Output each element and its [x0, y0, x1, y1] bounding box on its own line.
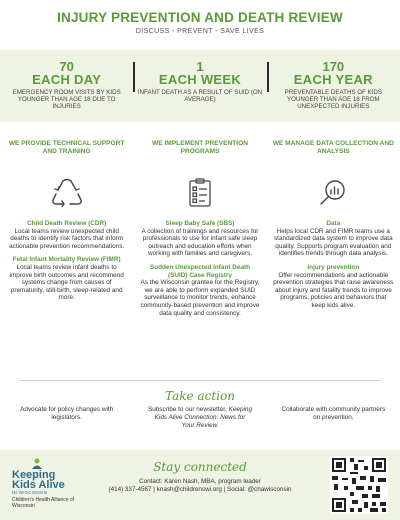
checklist-icon [139, 174, 260, 212]
stat-description: PREVENTABLE DEATHS OF KIDS YOUNGER THAN AGE 18 FROM UNEXPECTED INJURIES [284, 89, 383, 111]
footer [0, 450, 400, 520]
take-action-title: Take action [165, 389, 235, 403]
action-item: Advocate for policy changes with legislators. [20, 406, 114, 421]
section-title: Injury prevention [307, 263, 360, 271]
recycle-triangle-icon [6, 174, 127, 212]
stats-band [0, 50, 400, 122]
section-title: Sleep Baby Safe (SBS) [165, 220, 235, 227]
section-title: Sudden Unexpected Infant Death (SUID) Case Registry [149, 263, 251, 279]
stat-number: 170 [322, 59, 345, 74]
page-subtitle: DISCUSS - PREVENT - SAVE LIVES [135, 28, 265, 35]
column-technical-support [0, 140, 133, 317]
action-item-newsletter[interactable] [133, 406, 266, 429]
section-body: Local teams review unexpected child deaths to identify risk factors that inform actionable prevention recommendations. [9, 227, 125, 250]
take-action-heading [0, 387, 400, 405]
contact-name: Contact: Karen Nash, MBA, program leader [139, 478, 261, 485]
stat-number: 1 [196, 59, 204, 74]
take-action-list [0, 406, 400, 429]
stat-description: INFANT DEATH AS A RESULT OF SUID (ON AVERAGE) [137, 89, 263, 104]
action-text: Subscribe to our newsletter, [147, 406, 229, 413]
action-item: Collaborate with community partners on prevention. [281, 406, 386, 421]
stat-each-year [267, 50, 400, 111]
column-heading: WE IMPLEMENT PREVENTION PROGRAMS [152, 140, 248, 155]
logo-organization: Children's Health Alliance of Wisconsin [12, 497, 75, 509]
keeping-kids-alive-logo [12, 458, 92, 509]
header [0, 0, 400, 35]
contact-info [100, 478, 300, 494]
section-title: Child Death Review (CDR) [27, 220, 107, 227]
divider [18, 380, 382, 381]
stay-connected-title: Stay connected [153, 460, 247, 474]
section-body: Offer recommendations and actionable prevention strategies that raise awareness about injury and fatality trends to improve programs, policies and behaviors that keep kids alive. [273, 271, 394, 309]
section-body: A collection of trainings and resources for professionals to use for infant safe sleep outreach and education efforts when working with families and caregivers. [141, 227, 259, 258]
column-prevention-programs [133, 140, 266, 317]
contact-details[interactable]: (414) 337-4567 | knash@childrenswi.org | Social: @chawisconsin [108, 486, 292, 493]
logo-subtitle: IN WISCONSIN [12, 490, 48, 495]
logo-line-2: Kids Alive [12, 479, 65, 491]
section-title: Fetal Infant Mortality Review (FIMR) [12, 256, 121, 264]
qr-code-icon[interactable] [330, 456, 388, 514]
column-heading: WE PROVIDE TECHNICAL SUPPORT AND TRAINING [8, 140, 125, 155]
newsletter-name: Keeping Kids Alive Connection: News for Your Review. [154, 406, 253, 429]
stat-description: EMERGENCY ROOM VISITS BY KIDS YOUNGER THAN AGE 18 DUE TO INJURIES [12, 89, 121, 111]
stat-each-day [0, 50, 133, 111]
stay-connected-heading [100, 458, 300, 476]
logo-line-1: Keeping [12, 469, 56, 481]
column-data-analysis [267, 140, 400, 317]
program-columns [0, 140, 400, 317]
section-body: Local teams review infant deaths to improve birth outcomes and recommend systems change from causes of prematurity, still-birth, sleep-related and more. [9, 263, 124, 302]
section-body: Helps local CDR and FIMR teams use a standardized data system to improve data quality. Supports program evaluation and identifies trends through data analysis. [273, 227, 393, 258]
stat-each-week [133, 50, 266, 103]
section-body: As the Wisconsin grantee for the Registry, we are able to perform expanded SUID surveillance to monitor trends, enhance community-based prevention and improve data quality and consistency. [140, 279, 260, 317]
magnifier-chart-icon [273, 174, 394, 212]
stat-unit: EACH DAY [32, 72, 102, 87]
section-title: Data [326, 220, 341, 227]
stat-unit: EACH YEAR [293, 72, 373, 87]
column-heading: WE MANAGE DATA COLLECTION AND ANALYSIS [272, 140, 394, 155]
stat-number: 70 [59, 59, 74, 74]
page-title: INJURY PREVENTION AND DEATH REVIEW [57, 10, 343, 25]
stat-unit: EACH WEEK [158, 72, 242, 87]
